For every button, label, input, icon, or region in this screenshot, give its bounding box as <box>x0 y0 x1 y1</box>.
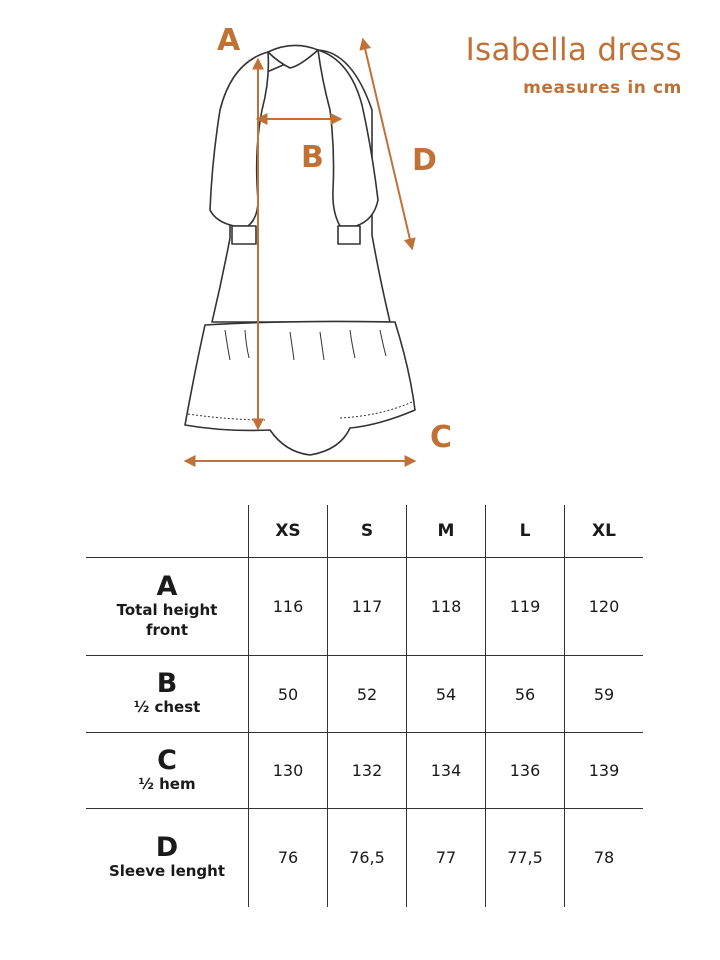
table-cell: 77 <box>407 809 486 907</box>
row-header <box>86 809 249 907</box>
table-row <box>86 656 643 733</box>
dress-outline <box>185 45 415 455</box>
size-header: M <box>407 505 486 558</box>
table-cell: 118 <box>407 558 486 656</box>
row-header <box>86 656 249 733</box>
measure-b-label: B <box>301 140 324 175</box>
table-cell: 54 <box>407 656 486 733</box>
table-row <box>86 733 643 809</box>
row-label: Sleeve lenght <box>108 862 226 881</box>
size-header: XS <box>249 505 328 558</box>
size-header: XL <box>565 505 644 558</box>
table-cell: 134 <box>407 733 486 809</box>
row-letter: C <box>157 744 177 776</box>
table-cell: 136 <box>486 733 565 809</box>
size-table <box>86 505 643 907</box>
table-row <box>86 809 643 907</box>
row-letter: B <box>156 668 178 700</box>
measure-c-label: C <box>430 420 453 455</box>
row-label: ½ hem <box>138 774 196 793</box>
measure-a-label: A <box>217 23 241 58</box>
page-title: Isabella dress <box>465 32 682 68</box>
table-cell: 117 <box>328 558 407 656</box>
row-header <box>86 733 249 809</box>
table-cell: 119 <box>486 558 565 656</box>
size-header: S <box>328 505 407 558</box>
page-subtitle: measures in cm <box>523 78 682 98</box>
table-cell: 116 <box>249 558 328 656</box>
table-cell: 78 <box>565 809 644 907</box>
size-header-empty <box>86 505 249 558</box>
row-label: ½ chest <box>133 698 201 717</box>
table-cell: 52 <box>328 656 407 733</box>
table-cell: 59 <box>565 656 644 733</box>
table-cell: 77,5 <box>486 809 565 907</box>
row-letter: D <box>155 831 179 863</box>
row-letter: A <box>156 570 178 602</box>
table-cell: 50 <box>249 656 328 733</box>
row-label: Total height front <box>116 601 218 639</box>
size-header: L <box>486 505 565 558</box>
table-cell: 139 <box>565 733 644 809</box>
measure-d-label: D <box>412 143 437 178</box>
table-cell: 56 <box>486 656 565 733</box>
row-header <box>86 558 249 656</box>
table-row <box>86 558 643 656</box>
size-header-row <box>86 505 643 558</box>
table-cell: 76,5 <box>328 809 407 907</box>
table-cell: 130 <box>249 733 328 809</box>
table-cell: 120 <box>565 558 644 656</box>
table-cell: 132 <box>328 733 407 809</box>
table-cell: 76 <box>249 809 328 907</box>
